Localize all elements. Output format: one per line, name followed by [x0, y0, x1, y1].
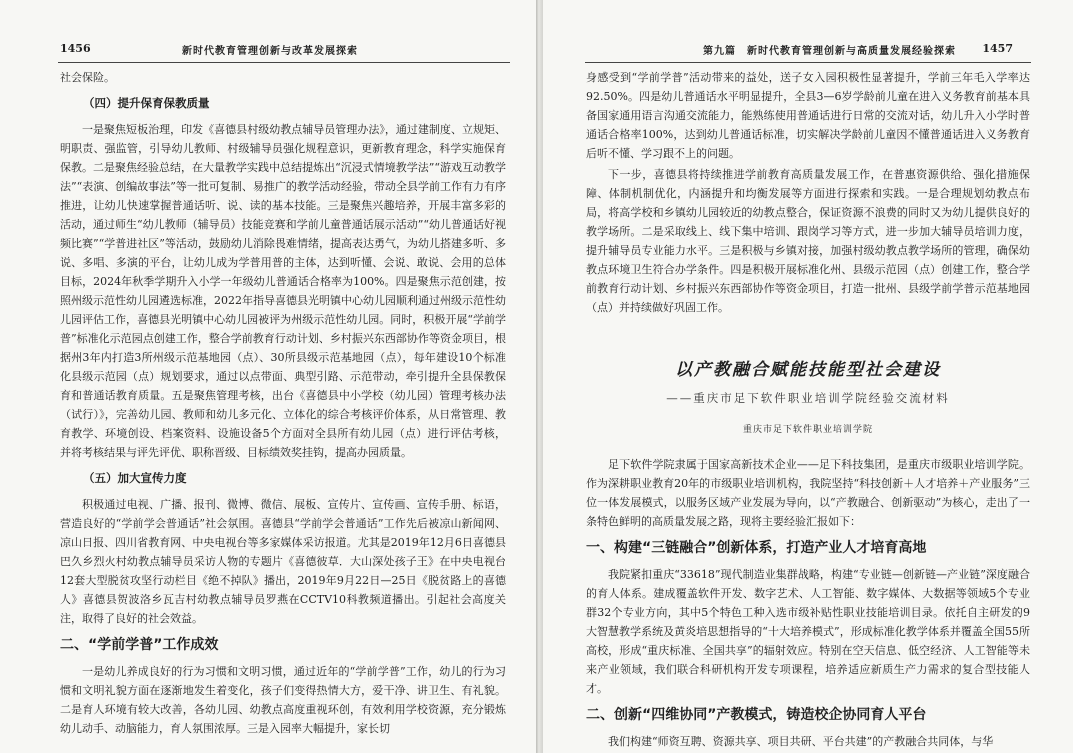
subsection-5-title: （五）加大宣传力度 [83, 471, 187, 485]
paragraph-quality: 一是聚焦短板治理，印发《喜德县村级幼教点辅导员管理办法》，通过建制度、立规矩、明职责、强监管，引导幼儿教师、村级辅导员强化规程意识，更新教育理念，科学实施保育保教。二是聚焦经验总结，在大量教学实践中总结提炼出“沉浸式情境教学法”“游戏互动教学法”“表演、创编故事法”等一批可复制、易推广的教学活动经验，带动全县学前工作有力有序推进，让幼儿快速掌握普通话听、说、读的基本技能。三是聚焦兴趣培养，开展丰富多彩的活动，通过师生“幼儿教师（辅导员）技能竞赛和学前儿童普通话展示活动”“幼儿普通话好视频比赛”“学普进社区”等活动，鼓励幼儿消除畏难情绪，提高表达勇气，为幼儿搭建多听、多说、多唱、多演的平台，让幼儿成为学普用普的主体，达到听懂、会说、敢说、会用的总体目标，2024年秋季学期升入小学一年级幼儿普通话合格率为100%。四是聚焦示范创建，按照州级示范性幼儿园遴选标准，2022年指导喜德县光明镇中心幼儿园顺利通过州级示范性幼儿园评估工作，喜德县光明镇中心幼儿园被评为州级示范性幼儿园。同时，积极开展“学前学普”标准化示范园点创建工作，整合学前教育行动计划、乡村振兴东西部协作等资金项目，根据州3年内打造3所州级示范基地园（点）、30所县级示范基地园（点），每年建设10个标准化县级示范园（点）规划要求，通过以点带面、典型引路、示范带动，牵引提升全县保教保育和普通话教育质量。五是聚焦管理考核，出台《喜德县中小学校（幼儿园）管理考核办法（试行）》，完善幼儿园、教师和幼儿多元化、立体化的综合考核评价体系，从日常管理、教育教学、环境创设、档案资料、设施设备5个方面对全县所有幼儿园（点）进行评估考核，并将考核结果与评先评优、职称晋级、目标绩效奖挂钩，提高办园质量。 [60, 123, 506, 459]
right-text-column [586, 68, 1030, 753]
subsection-4-title: （四）提升保育保教质量 [83, 96, 210, 110]
article-author: 重庆市足下软件职业培训学院 [742, 425, 873, 435]
paragraph-innovation: 我院紧扣重庆“33618”现代制造业集群战略，构建“专业链—创新链—产业链”深度融合的育人体系。建成覆盖软件开发、数字艺术、人工智能、数字媒体、大数据等领域5个专业群32个专业方向，其中5个特色工种入选市级补贴性职业技能培训目录。依托自主研发的9大智慧教学系统及黄炎培思想指导的“十大培养模式”，形成标准化教学体系并覆盖全国55所高校，形成“重庆标准、全国共享”的辐射效应。特别在空天信息、低空经济、人工智能等未来产业领域，我们联合科研机构开发专项课程，培养适应新质生产力需求的复合型技能人才。 [586, 568, 1030, 695]
right-running-title: 第九篇 新时代教育管理创新与高质量发展经验探索 [703, 46, 956, 57]
paragraph-publicity: 积极通过电视、广播、报刊、微博、微信、展板、宣传片、宣传画、宣传手册、标语，营造良好的“学前学会普通话”社会氛围。喜德县“学前学会普通话”工作先后被凉山新闻网、凉山日报、四川省教育网、中央电视台等多家媒体采访报道。尤其是2019年12月6日喜德县巴久乡烈火村幼教点辅导员采访人物的专题片《喜德彼草．大山深处孩子王》在中央电视台12套大型脱贫攻坚行动栏目《绝不掉队》播出，2019年9月22日—25日《脱贫路上的喜德人》喜德县贺波洛乡瓦吉村幼教点辅导员罗燕在CCTV10科教频道播出。引起社会高度关注，取得了良好的社会效益。 [60, 498, 506, 625]
book-gutter [536, 0, 543, 753]
paragraph-continuation: 身感受到“学前学普”活动带来的益处，送子女入园积极性显著提升，学前三年毛入学率达92.50%。四是幼儿普通话水平明显提升，全县3—6岁学龄前儿童在进入义务教育前基本具备国家通用语言沟通交流能力，能熟练使用普通话进行日常的交流对话，幼儿升入小学时普通话合格率100%，达到幼儿普通话标准，切实解决学龄前儿童因不懂普通话进入义务教育后听不懂、学习跟不上的问题。 [586, 71, 1030, 160]
left-page [0, 0, 536, 753]
article-title: 以产教融合赋能技能型社会建设 [675, 360, 941, 380]
section-2-title: 二、“学前学普”工作成效 [60, 637, 219, 653]
paragraph-intro: 足下软件学院隶属于国家高新技术企业——足下科技集团，是重庆市级职业培训学院。作为深耕职业教育20年的市级职业培训机构，我院坚持“科技创新＋人才培养＋产业服务”三位一体发展模式，以服务区域产业发展为导向，以“产教融合、创新驱动”为核心，走出了一条特色鲜明的高质量发展之路，现将主要经验汇报如下： [586, 458, 1030, 528]
left-page-number: 1456 [60, 42, 91, 55]
left-header-rule [58, 62, 510, 63]
paragraph-next-steps: 下一步，喜德县将持续推进学前教育高质量发展工作，在普惠资源供给、强化措施保障、体制机制优化，内涵提升和均衡发展等方面进行探索和实践。一是合理规划幼教点布局，将高学校和乡镇幼儿园较近的幼教点整合，保证资源不浪费的同时又为幼儿提供良好的教学场所。二是采取线上、线下集中培训、跟岗学习等方式，进一步加大辅导员培训力度，提升辅导员专业能力水平。三是积极与乡镇对接，加强村级幼教点教学场所的管理，确保幼教点环境卫生符合办学条件。四是积极开展标准化州、县级示范园（点）创建工作，整合学前教育行动计划、乡村振兴东西部协作等资金项目，打造一批州、县级学前学普示范基地园（点）并持续做好巩固工作。 [586, 168, 1030, 314]
left-text-column [60, 68, 506, 740]
opening-line: 社会保险。 [60, 71, 115, 84]
paragraph-results: 一是幼儿养成良好的行为习惯和文明习惯，通过近年的“学前学普”工作，幼儿的行为习惯和文明礼貌方面在逐渐地发生着变化，孩子们变得热情大方，爱干净、讲卫生、有礼貌。二是育人环境有较大改善，各幼儿园、幼教点高度重视环创，有效利用学校资源，充分锻炼幼儿动手、动脑能力，育人氛围浓厚。三是入园率大幅提升，家长切 [60, 665, 506, 735]
paragraph-collaboration: 我们构建“师资互聘、资源共享、项目共研、平台共建”的产教融合共同体，与华 [608, 735, 994, 748]
right-header-rule [585, 62, 1031, 63]
article-section-1-title: 一、构建“三链融合”创新体系，打造产业人才培育高地 [586, 540, 927, 556]
right-page [543, 0, 1073, 753]
right-page-number: 1457 [982, 42, 1013, 55]
left-running-title: 新时代教育管理创新与改革发展探索 [182, 46, 358, 57]
article-section-2-title: 二、创新“四维协同”产教模式，铸造校企协同育人平台 [586, 707, 927, 723]
article-subtitle: ——重庆市足下软件职业培训学院经验交流材料 [666, 391, 950, 405]
